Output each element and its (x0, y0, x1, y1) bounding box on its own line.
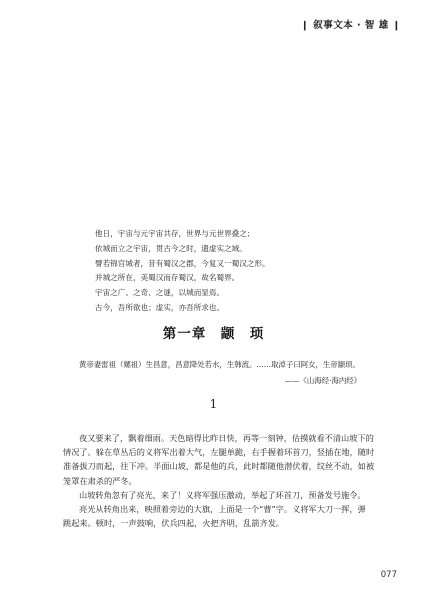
poem-line: 譬若锦官城者，昔有蜀汉之郡，今复又一蜀汉之形。 (95, 258, 270, 268)
chapter-title: 第一章 颛 顼 (162, 326, 265, 342)
epigraph-text: 黄帝妻雷祖（嫘祖）生昌意，昌意降处若水，生韩流。……取淖子曰阿女，生帝颛顼。 (79, 360, 360, 369)
body-line: 跳起来。顿时，一声鼓响，伏兵四起，火把齐明，乱箭齐发。 (63, 518, 285, 529)
body-line: 山坡转角忽有了亮光，来了！义将军强压激动，举起了环首刀，预备发号施令。 (79, 489, 366, 500)
body-line: 夜又要来了，飘着细雨。天色暗得比昨日快，再等一刻钟，估摸就看不清山坡下的 (79, 433, 374, 443)
epigraph-source: ——《山海经·海内经》 (284, 376, 361, 385)
body-line: 准备拔刀而起，往下冲。半面山坡，都是他的兵，此时都随他潜伏着，纹丝不动，如被 (63, 461, 375, 472)
running-header: ❙ 叙事文本 · 智 雄 ❙ (300, 20, 401, 31)
preface-poem (95, 227, 395, 316)
body-line: 亮光从转角出来，映照着旁边的大旗，上面是一个“曹”字。义将军大刀一挥，弹 (79, 504, 366, 515)
poem-line: 并城之所在，美蜀汉而存蜀汉，故名蜀界。 (95, 273, 240, 283)
poem-line: 古今，吾所欲也；虚实，亦吾所求也。 (95, 302, 225, 312)
section-number: 1 (209, 397, 218, 411)
page-number: 077 (380, 570, 397, 580)
poem-line: 依城而立之宇宙，贯古今之时，遗虚实之域。 (95, 243, 247, 253)
poem-line: 他日，宇宙与元宇宙共存，世界与元世界叠之； (95, 229, 255, 238)
poem-line: 宇宙之广、之奇、之谜，以城而显焉。 (95, 288, 225, 298)
body-line: 笼罩在肃杀的严冬。 (63, 475, 137, 486)
body-text (63, 431, 375, 530)
body-line: 情况了。躲在草丛后的义将军出着大气，左腿单跪，右手握着环首刀，竖插在地，随时 (63, 447, 375, 458)
